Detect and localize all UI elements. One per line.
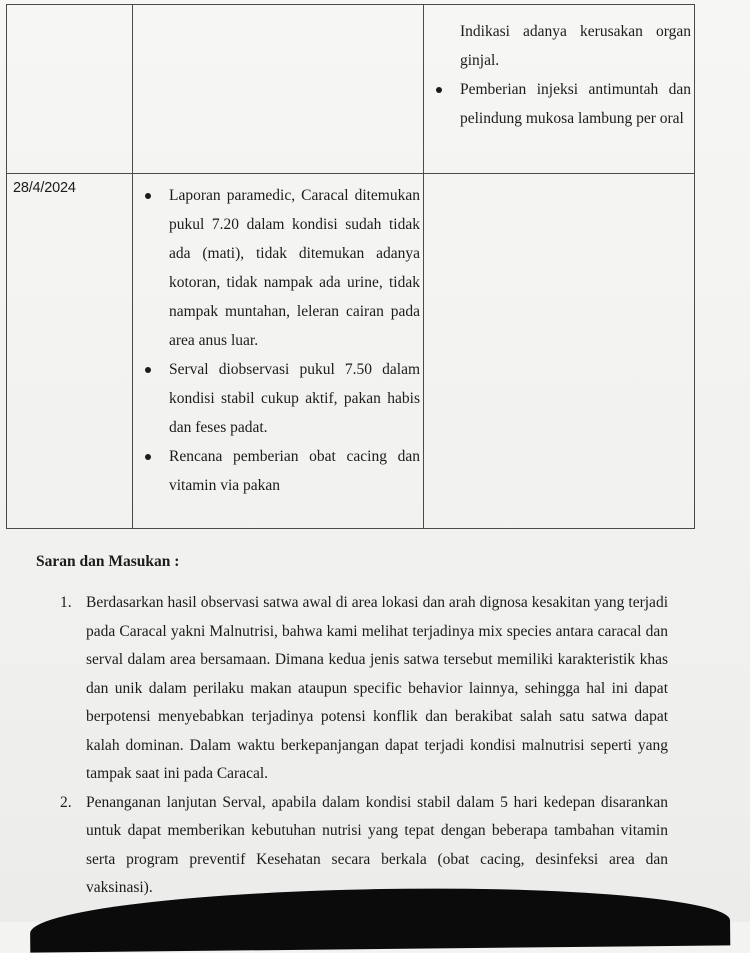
suggestion-text: Penanganan lanjutan Serval, apabila dalam kondisi stabil dalam 5 hari kedepan disarankan untuk dapat memberikan kebutuhan nutrisi yang tepat dengan beberapa tambahan vitamin serta program preventif Kesehatan secara berkala (obat cacing, desinfeksi area dan vaksinasi). (86, 793, 668, 896)
suggestion-item (53, 589, 668, 789)
list-item (133, 355, 423, 442)
suggestion-list (53, 589, 668, 903)
list-item-text: Pemberian injeksi antimuntah dan pelindung mukosa lambung per oral (460, 81, 691, 127)
observation-cell (133, 174, 424, 529)
report-table (6, 4, 695, 529)
observation-list (133, 181, 423, 500)
bullet-icon (436, 87, 442, 93)
suggestion-item (53, 789, 668, 903)
suggestion-text: Berdasarkan hasil observasi satwa awal di area lokasi dan arah dignosa kesakitan yang terjadi pada Caracal yakni Malnutrisi, bahwa kami melihat terjadinya mix species antara caracal dan serval dalam area bersamaan. Dimana kedua jenis satwa tersebut memiliki karakteristik khas dan unik dalam perilaku makan ataupun specific behavior lainnya, sehingga hal ini dapat berpotensi menyebabkan terjadinya potensi konflik dan berakibat salah satu satwa dapat kalah dominan. Dalam waktu berkepanjangan dapat terjadi kondisi malnutrisi seperti yang tampak saat ini pada Caracal. (86, 594, 668, 782)
observation-cell (133, 5, 424, 174)
treatment-continuation: Indikasi adanya kerusakan organ ginjal. (460, 23, 691, 69)
table-row (7, 5, 695, 174)
list-item (424, 75, 694, 133)
list-item-text: Serval diobservasi pukul 7.50 dalam kondisi stabil cukup aktif, pakan habis dan feses padat. (169, 361, 420, 436)
bullet-icon (145, 454, 151, 460)
treatment-cell (424, 174, 695, 529)
section-title: Saran dan Masukan : (36, 553, 180, 570)
list-item-text: Laporan paramedic, Caracal ditemukan pukul 7.20 dalam kondisi sudah tidak ada (mati), tidak ditemukan adanya kotoran, tidak nampak ada urine, tidak nampak muntahan, leleran cairan pada area anus luar. (169, 187, 420, 349)
list-item-text: Rencana pemberian obat cacing dan vitamin via pakan (169, 448, 420, 494)
item-number: 2. (60, 793, 72, 811)
date-cell (7, 5, 133, 174)
list-item (133, 442, 423, 500)
table-row (7, 174, 695, 529)
date-cell: 28/4/2024 (7, 174, 133, 529)
bullet-icon (145, 367, 151, 373)
item-number: 1. (60, 594, 72, 611)
treatment-cell (424, 5, 695, 174)
bullet-icon (145, 193, 151, 199)
list-item (133, 181, 423, 355)
treatment-list (424, 75, 694, 133)
